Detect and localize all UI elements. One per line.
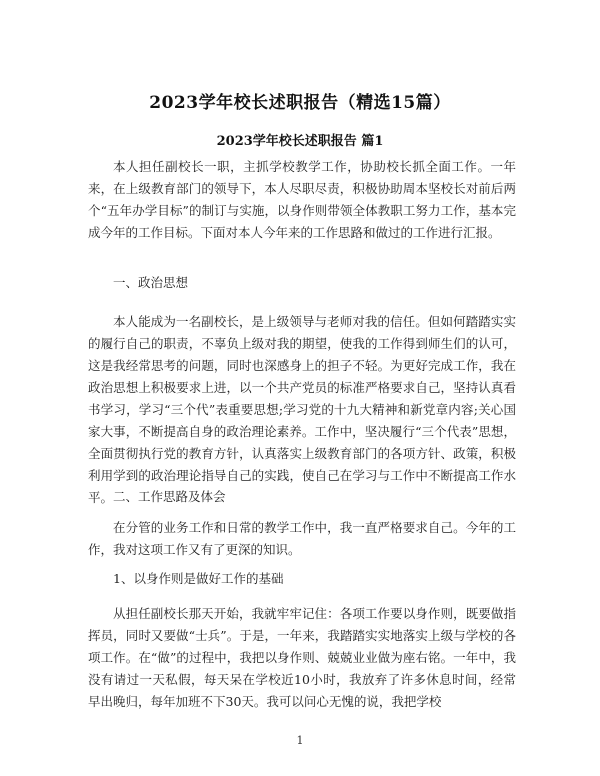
paragraph-lead-by-example: 从担任副校长那天开始，我就牢牢记住：各项工作要以身作则，既要做指挥员，同时又要做“士兵”。于是，一年来，我踏踏实实地落实上级与学校的各项工作。在“做”的过程中，我把以身作则、兢兢业业做为座右铭。一年中，我没有请过一天私假，每天呆在学校近10小时，我放弃了许多休息时间，经常早出晚归，每年加班不下30天。我可以问心无愧的说，我把学校: [88, 606, 516, 709]
paragraph-work-approach: 在分管的业务工作和日常的教学工作中，我一直严格要求自己。今年的工作，我对这项工作又有了更深的知识。: [88, 520, 516, 557]
section-title: 2023学年校长述职报告 篇1: [216, 134, 384, 149]
heading-work-approach: 二、工作思路及体会: [113, 489, 226, 504]
paragraph-intro: 本人担任副校长一职，主抓学校教学工作，协助校长抓全面工作。一年来，在上级教育部门的领导下，本人尽职尽责，积极协助周本坚校长对前后两个“五年办学目标”的制订与实施，以身作则带领全体教职工努力工作，基本完成今年的工作目标。下面对本人今年来的工作思路和做过的工作进行汇报。: [88, 159, 516, 240]
paragraph-political-thought: 本人能成为一名副校长，是上级领导与老师对我的信任。但如何踏踏实实的履行自己的职责，不辜负上级对我的期望，使我的工作得到师生们的认可，这是我经常思考的问题，同时也深感身上的担子不轻。为更好完成工作，我在政治思想上积极要求上进，以一个共产党员的标准严格要求自己，坚持认真看书学习，学习“三个代”表重要思想;学习党的十九大精神和新党章内容;关心国家大事，不断提高自身的政治理论素养。工作中，坚决履行“三个代表”思想，全面贯彻执行党的教育方针，认真落实上级教育部门的各项方针、政策，积极利用学到的政治理论指导自己的实践，使自己在学习与工作中不断提高工作水平。: [88, 314, 516, 505]
heading-political-thought: 一、政治思想: [113, 275, 189, 290]
document-title: 2023学年校长述职报告（精选15篇）: [149, 93, 451, 113]
page-number: 1: [296, 734, 304, 747]
heading-lead-by-example: 1、以身作则是做好工作的基础: [113, 571, 284, 586]
